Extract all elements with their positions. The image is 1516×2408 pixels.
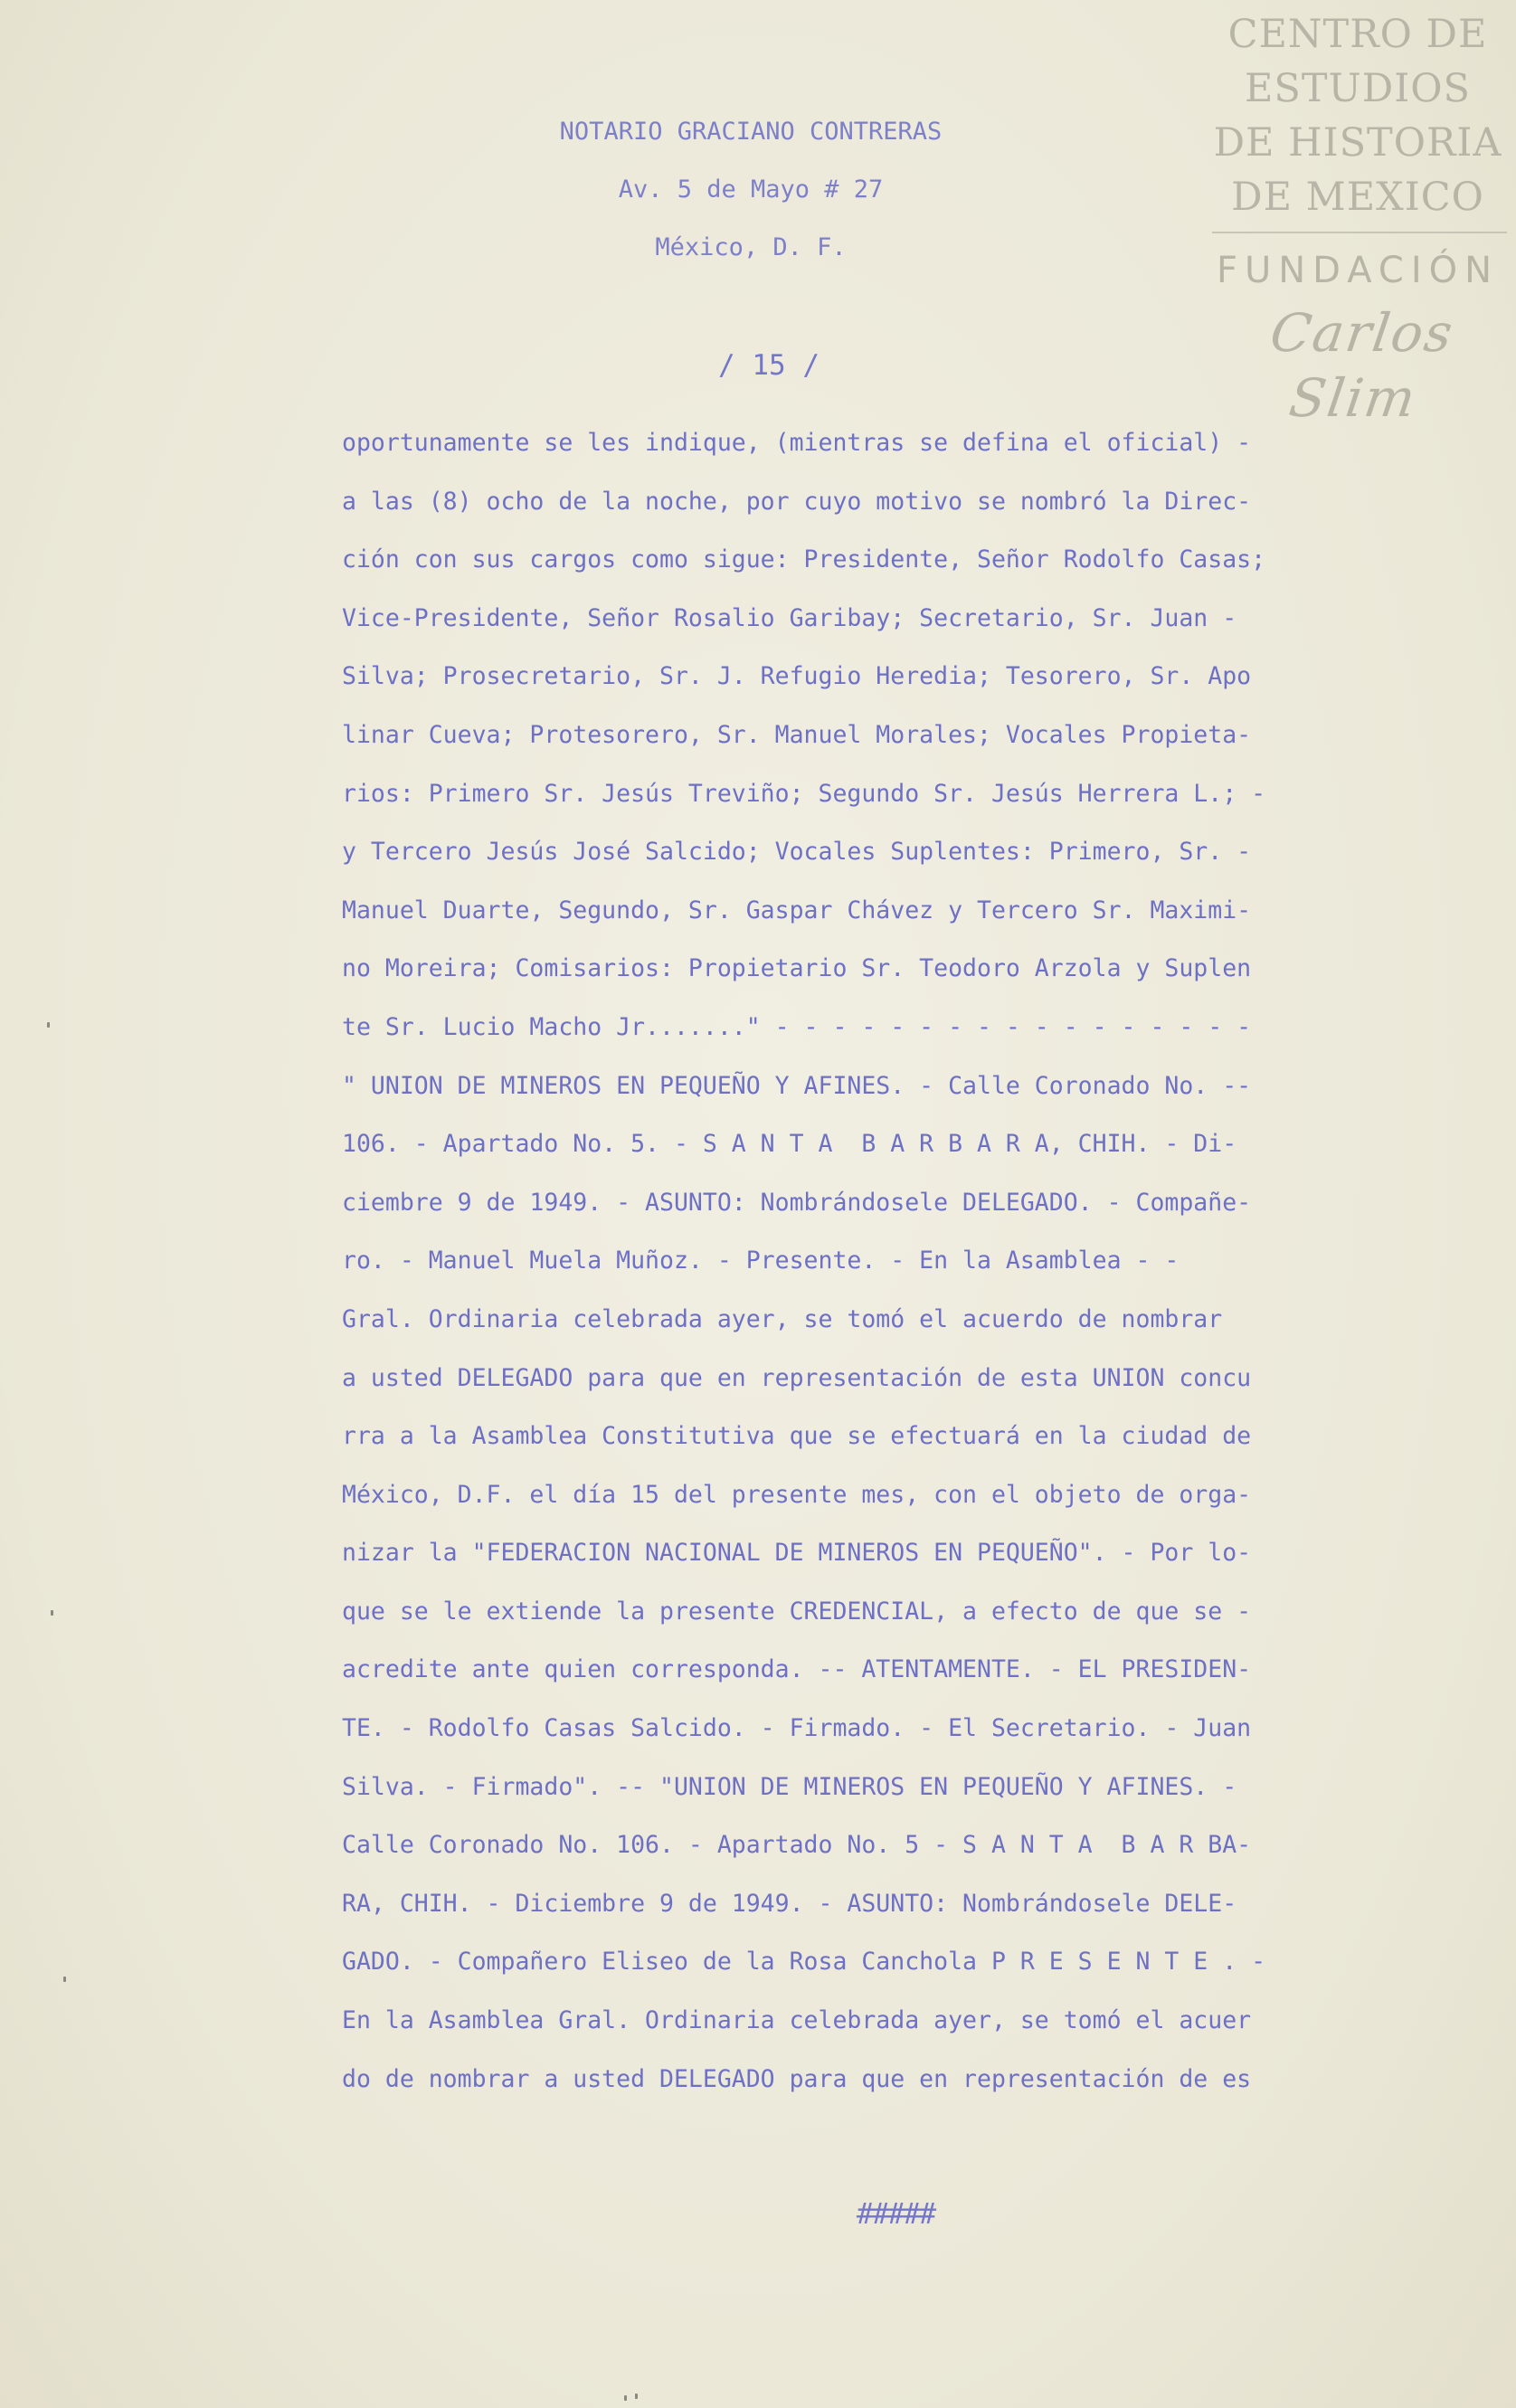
notary-name: NOTARIO GRACIANO CONTRERAS: [559, 118, 943, 146]
text-line: RA, CHIH. - Diciembre 9 de 1949. - ASUNTO: Nombrándosele DELE-: [342, 1889, 1237, 1918]
text-line: Manuel Duarte, Segundo, Sr. Gaspar Chávez y Tercero Sr. Maximi-: [342, 896, 1252, 924]
text-line: y Tercero Jesús José Salcido; Vocales Suplentes: Primero, Sr. -: [342, 838, 1252, 867]
text-line: acredite ante quien corresponda. -- ATENTAMENTE. - EL PRESIDEN-: [342, 1655, 1252, 1684]
paper-speck: [63, 1977, 66, 1982]
text-line: Calle Coronado No. 106. - Apartado No. 5 - S A N T A B A R BA-: [342, 1831, 1252, 1860]
paper-speck: [51, 1610, 53, 1616]
paper-speck: [47, 1022, 50, 1028]
text-line: " UNION DE MINEROS EN PEQUEÑO Y AFINES. - Calle Coronado No. --: [342, 1071, 1252, 1100]
watermark-line: ESTUDIOS: [1245, 66, 1471, 111]
text-line: ro. - Manuel Muela Muñoz. - Presente. - En la Asamblea - -: [342, 1247, 1180, 1275]
text-line: rios: Primero Sr. Jesús Treviño; Segundo Sr. Jesús Herrera L.; -: [342, 779, 1266, 808]
text-line: Silva. - Firmado". -- "UNION DE MINEROS EN PEQUEÑO Y AFINES. -: [342, 1772, 1237, 1801]
text-line: te Sr. Lucio Macho Jr......." - - - - - - - - - - - - - - - - -: [342, 1012, 1252, 1041]
text-line: que se le extiende la presente CREDENCIAL, a efecto de que se -: [342, 1597, 1252, 1626]
watermark-signature: Carlos Slim: [1266, 302, 1458, 429]
text-line: a usted DELEGADO para que en representación de esta UNION concu: [342, 1363, 1252, 1392]
watermark-line: DE MEXICO: [1231, 175, 1484, 220]
text-line: En la Asamblea Gral. Ordinaria celebrada ayer, se tomó el acuer: [342, 2006, 1252, 2035]
text-line: do de nombrar a usted DELEGADO para que en representación de es: [342, 2064, 1252, 2093]
notary-address: Av. 5 de Mayo # 27: [618, 175, 884, 204]
text-line: a las (8) ocho de la noche, por cuyo motivo se nombró la Direc-: [342, 487, 1252, 516]
text-line: TE. - Rodolfo Casas Salcido. - Firmado. - El Secretario. - Juan: [342, 1714, 1252, 1743]
watermark-line: DE HISTORIA: [1213, 120, 1502, 166]
paper-speck: [635, 2394, 638, 2399]
text-line: linar Cueva; Protesorero, Sr. Manuel Morales; Vocales Propieta-: [342, 720, 1252, 749]
text-line: Gral. Ordinaria celebrada ayer, se tomó el acuerdo de nombrar: [342, 1304, 1223, 1333]
document-body: [342, 425, 1301, 2119]
text-line: México, D.F. el día 15 del presente mes, con el objeto de orga-: [342, 1480, 1252, 1509]
text-line: Silva; Prosecretario, Sr. J. Refugio Heredia; Tesorero, Sr. Apo: [342, 662, 1252, 691]
text-line: GADO. - Compañero Eliseo de la Rosa Canchola P R E S E N T E . -: [342, 1948, 1266, 1977]
text-line: nizar la "FEDERACION NACIONAL DE MINEROS EN PEQUEÑO". - Por lo-: [342, 1539, 1252, 1568]
text-line: 106. - Apartado No. 5. - S A N T A B A R B A R A, CHIH. - Di-: [342, 1130, 1237, 1159]
watermark-divider: [1212, 232, 1507, 233]
text-line: ciembre 9 de 1949. - ASUNTO: Nombrándosele DELEGADO. - Compañe-: [342, 1188, 1252, 1217]
archive-watermark: [1208, 7, 1507, 431]
letterhead: [507, 114, 995, 288]
text-line: no Moreira; Comisarios: Propietario Sr. Teodoro Arzola y Suplen: [342, 954, 1252, 983]
page-number: / 15 /: [718, 349, 820, 382]
text-line: rra a la Asamblea Constitutiva que se efectuará en la ciudad de: [342, 1422, 1252, 1451]
paper-speck: [624, 2395, 627, 2401]
text-line: Vice-Presidente, Señor Rosalio Garibay; Secretario, Sr. Juan -: [342, 603, 1237, 632]
watermark-fundacion: FUNDACIÓN: [1216, 250, 1500, 291]
notary-city: México, D. F.: [655, 233, 847, 261]
text-line: oportunamente se les indique, (mientras se defina el oficial) -: [342, 429, 1252, 457]
text-line: ción con sus cargos como sigue: Presidente, Señor Rodolfo Casas;: [342, 545, 1266, 574]
watermark-line: CENTRO DE: [1227, 12, 1488, 57]
end-mark: #####: [856, 2196, 935, 2231]
